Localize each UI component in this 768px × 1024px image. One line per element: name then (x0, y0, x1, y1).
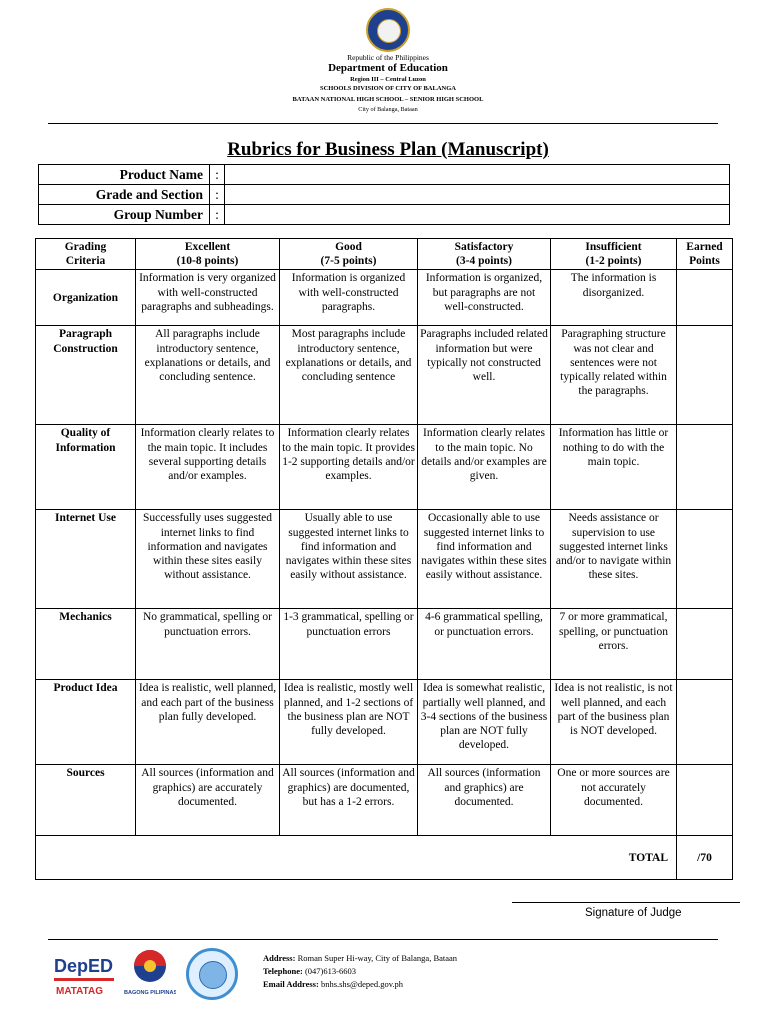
criteria-label: Organization (36, 270, 136, 326)
criteria-label: Product Idea (36, 680, 136, 765)
info-label: Group Number (39, 205, 210, 225)
svg-text:DepED: DepED (54, 956, 114, 976)
satisfactory-cell: Occasionally able to use suggested internet links to find information and navigates within these sites easily without assistance. (418, 510, 551, 609)
info-label: Product Name (39, 165, 210, 185)
good-cell: Idea is realistic, mostly well planned, and 1-2 sections of the business plan are NOT fully developed. (280, 680, 418, 765)
signature-line[interactable] (512, 902, 740, 903)
insufficient-cell: Idea is not realistic, is not well planned, and each part of the business plan is NOT developed. (551, 680, 677, 765)
rubric-total-row (36, 836, 733, 880)
rubric-row-internet-use (36, 510, 733, 609)
insufficient-cell: The information is disorganized. (551, 270, 677, 326)
header-division: SCHOOLS DIVISION OF CITY OF BALANGA (320, 85, 456, 92)
earned-points-cell[interactable] (677, 765, 733, 836)
criteria-label: Paragraph Construction (36, 326, 136, 425)
rubric-row-organization (36, 270, 733, 326)
good-cell: Most paragraphs include introductory sentence, explanations or details, and concluding sentence (280, 326, 418, 425)
rubric-header-row (36, 239, 733, 270)
earned-points-cell[interactable] (677, 609, 733, 680)
header-earned-points: Earned Points (677, 239, 733, 270)
insufficient-cell: Paragraphing structure was not clear and sentences were not typically related within the paragraphs. (551, 326, 677, 425)
info-table (38, 164, 730, 225)
deped-matatag-logo (52, 950, 116, 998)
signature-label: Signature of Judge (585, 907, 682, 919)
info-colon: : (210, 185, 225, 205)
rubric-table (35, 238, 733, 880)
satisfactory-cell: Information is organized, but paragraphs are not well-constructed. (418, 270, 551, 326)
satisfactory-cell: Idea is somewhat realistic, partially well planned, and 3-4 sections of the business plan are NOT fully developed. (418, 680, 551, 765)
criteria-label: Mechanics (36, 609, 136, 680)
excellent-cell: Successfully uses suggested internet links to find information and navigates within these sites easily without assistance. (136, 510, 280, 609)
rubric-row-paragraph-construction (36, 326, 733, 425)
total-value[interactable]: /70 (677, 836, 733, 880)
criteria-label: Quality of Information (36, 425, 136, 510)
rubric-row-sources (36, 765, 733, 836)
good-cell: Information clearly relates to the main topic. It provides 1-2 supporting details and/or examples. (280, 425, 418, 510)
earned-points-cell[interactable] (677, 326, 733, 425)
group-number-field[interactable] (225, 205, 730, 225)
excellent-cell: All paragraphs include introductory sentence, explanations or details, and concluding sentence. (136, 326, 280, 425)
satisfactory-cell: Information clearly relates to the main topic. No details and/or examples are given. (418, 425, 551, 510)
header-satisfactory: Satisfactory (3-4 points) (418, 239, 551, 270)
header-school: BATAAN NATIONAL HIGH SCHOOL – SENIOR HIGH SCHOOL (292, 96, 484, 103)
school-seal-logo (186, 948, 238, 1000)
earned-points-cell[interactable] (677, 425, 733, 510)
insufficient-cell: Information has little or nothing to do with the main topic. (551, 425, 677, 510)
satisfactory-cell: 4-6 grammatical spelling, or punctuation errors. (418, 609, 551, 680)
info-colon: : (210, 165, 225, 185)
header-republic: Republic of the Philippines (347, 53, 429, 62)
insufficient-cell: Needs assistance or supervision to use suggested internet links and/or to navigate within these sites. (551, 510, 677, 609)
header-insufficient: Insufficient (1-2 points) (551, 239, 677, 270)
good-cell: All sources (information and graphics) are documented, but has a 1-2 errors. (280, 765, 418, 836)
excellent-cell: Information is very organized with well-constructed paragraphs and subheadings. (136, 270, 280, 326)
deped-seal-logo (366, 8, 410, 52)
page-title: Rubrics for Business Plan (Manuscript) (227, 139, 549, 160)
header-criteria: Grading Criteria (36, 239, 136, 270)
header-divider (48, 123, 718, 124)
header-excellent: Excellent (10-8 points) (136, 239, 280, 270)
header-good: Good (7-5 points) (280, 239, 418, 270)
info-row-group-number (39, 205, 730, 225)
info-row-product-name (39, 165, 730, 185)
rubric-row-mechanics (36, 609, 733, 680)
info-colon: : (210, 205, 225, 225)
criteria-label: Internet Use (36, 510, 136, 609)
svg-text:MATATAG: MATATAG (56, 986, 104, 997)
excellent-cell: Idea is realistic, well planned, and each part of the business plan fully developed. (136, 680, 280, 765)
rubric-row-quality-of-information (36, 425, 733, 510)
earned-points-cell[interactable] (677, 270, 733, 326)
excellent-cell: All sources (information and graphics) are accurately documented. (136, 765, 280, 836)
grade-section-field[interactable] (225, 185, 730, 205)
excellent-cell: No grammatical, spelling or punctuation errors. (136, 609, 280, 680)
good-cell: Usually able to use suggested internet links to find information and navigates within these sites easily without assistance. (280, 510, 418, 609)
header-region: Region III – Central Luzon (350, 76, 426, 83)
header-department: Department of Education (328, 62, 448, 74)
svg-text:BAGONG PILIPINAS: BAGONG PILIPINAS (124, 990, 176, 996)
satisfactory-cell: All sources (information and graphics) are documented. (418, 765, 551, 836)
footer-telephone: Telephone: (047)613-6603 (263, 966, 356, 976)
footer-email: Email Address: bnhs.shs@deped.gov.ph (263, 979, 404, 989)
good-cell: 1-3 grammatical, spelling or punctuation errors (280, 609, 418, 680)
bagong-pilipinas-logo (124, 946, 176, 998)
footer-divider (48, 939, 718, 940)
earned-points-cell[interactable] (677, 680, 733, 765)
criteria-label: Sources (36, 765, 136, 836)
info-label: Grade and Section (39, 185, 210, 205)
rubric-row-product-idea (36, 680, 733, 765)
excellent-cell: Information clearly relates to the main topic. It includes several supporting details and/or examples. (136, 425, 280, 510)
insufficient-cell: 7 or more grammatical, spelling, or punctuation errors. (551, 609, 677, 680)
footer-address: Address: Roman Super Hi-way, City of Balanga, Bataan (263, 953, 458, 963)
product-name-field[interactable] (225, 165, 730, 185)
info-row-grade-section (39, 185, 730, 205)
satisfactory-cell: Paragraphs included related information but were typically not constructed well. (418, 326, 551, 425)
header-city: City of Balanga, Bataan (358, 106, 418, 113)
total-label: TOTAL (36, 836, 677, 880)
good-cell: Information is organized with well-constructed paragraphs. (280, 270, 418, 326)
insufficient-cell: One or more sources are not accurately documented. (551, 765, 677, 836)
earned-points-cell[interactable] (677, 510, 733, 609)
